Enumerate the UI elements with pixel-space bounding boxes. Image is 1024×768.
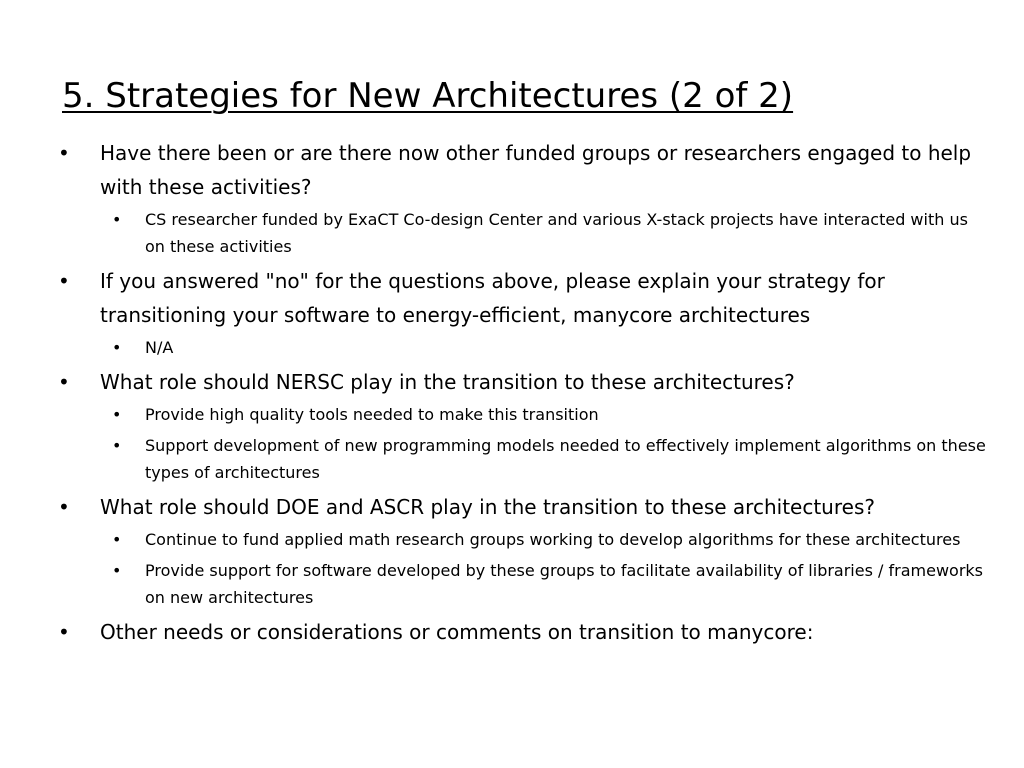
list-item [58, 615, 988, 649]
bullet-text: What role should NERSC play in the transition to these architectures? [100, 370, 795, 394]
sub-list-item [100, 557, 988, 611]
sub-list [100, 401, 988, 486]
sub-bullet-icon: • [112, 530, 122, 549]
bullet-text: Have there been or are there now other funded groups or researchers engaged to help with these activities? [100, 141, 972, 199]
sub-bullet-icon: • [112, 338, 122, 357]
bullet-list [58, 136, 988, 653]
sub-list-item [100, 526, 988, 553]
list-item [58, 136, 988, 260]
sub-list [100, 526, 988, 611]
list-item [58, 490, 988, 611]
bullet-icon: • [58, 620, 70, 644]
bullet-icon: • [58, 495, 70, 519]
sub-list-item [100, 432, 988, 486]
sub-bullet-icon: • [112, 405, 122, 424]
sub-bullet-icon: • [112, 436, 122, 455]
sub-bullet-text: Continue to fund applied math research groups working to develop algorithms for these architectures [145, 530, 961, 549]
sub-bullet-icon: • [112, 561, 122, 580]
sub-list-item [100, 334, 988, 361]
sub-list-item [100, 206, 988, 260]
list-item [58, 365, 988, 486]
bullet-icon: • [58, 370, 70, 394]
sub-list [100, 334, 988, 361]
sub-bullet-text: Provide support for software developed by these groups to facilitate availability of libraries / frameworks on new architectures [145, 561, 983, 607]
sub-bullet-text: Provide high quality tools needed to make this transition [145, 405, 599, 424]
sub-bullet-icon: • [112, 210, 122, 229]
bullet-text: Other needs or considerations or comments on transition to manycore: [100, 620, 814, 644]
bullet-icon: • [58, 269, 70, 293]
bullet-text: If you answered "no" for the questions above, please explain your strategy for transitioning your software to energy-efficient, manycore architectures [100, 269, 885, 327]
bullet-text: What role should DOE and ASCR play in the transition to these architectures? [100, 495, 875, 519]
sub-bullet-text: CS researcher funded by ExaCT Co-design Center and various X-stack projects have interacted with us on these activities [145, 210, 968, 256]
sub-list [100, 206, 988, 260]
sub-bullet-text: Support development of new programming models needed to effectively implement algorithms on these types of architectures [145, 436, 986, 482]
sub-list-item [100, 401, 988, 428]
slide-title: 5. Strategies for New Architectures (2 of 2) [62, 76, 794, 116]
sub-bullet-text: N/A [145, 338, 174, 357]
list-item [58, 264, 988, 361]
bullet-icon: • [58, 141, 70, 165]
